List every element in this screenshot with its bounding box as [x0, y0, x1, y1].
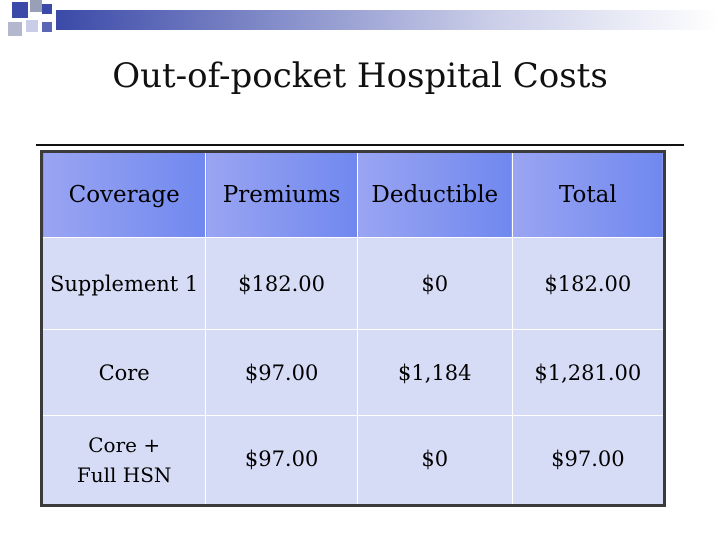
- cell-total: $182.00: [512, 238, 664, 330]
- cell-deductible: $0: [357, 238, 512, 330]
- deco-square-light: [26, 20, 38, 32]
- cell-deductible: $0: [357, 416, 512, 506]
- table-header-row: [42, 152, 665, 238]
- coverage-line: Full HSN: [76, 463, 172, 487]
- deco-square-blue-bottom: [42, 22, 52, 32]
- cell-coverage: [42, 330, 206, 416]
- header-deductible: Deductible: [357, 152, 512, 238]
- table-row: [42, 238, 665, 330]
- cell-total: $97.00: [512, 416, 664, 506]
- decorative-header: [0, 0, 720, 50]
- deco-square-blue-large: [12, 2, 28, 18]
- cell-premiums: $97.00: [206, 330, 358, 416]
- cell-deductible: $1,184: [357, 330, 512, 416]
- cell-coverage: [42, 238, 206, 330]
- header-premiums: Premiums: [206, 152, 358, 238]
- deco-square-gray: [30, 0, 42, 12]
- cell-premiums: $97.00: [206, 416, 358, 506]
- cell-premiums: $182.00: [206, 238, 358, 330]
- header-total: Total: [512, 152, 664, 238]
- header-coverage: Coverage: [42, 152, 206, 238]
- deco-square-blue-small: [42, 4, 52, 14]
- coverage-line: Core: [98, 360, 150, 385]
- coverage-line: Supplement 1: [50, 271, 199, 296]
- slide-title: Out-of-pocket Hospital Costs: [112, 56, 608, 96]
- table-row: [42, 416, 665, 506]
- title-divider: [36, 144, 684, 146]
- deco-square-gray-bottom: [8, 22, 22, 36]
- table-row: [42, 330, 665, 416]
- cell-coverage: [42, 416, 206, 506]
- deco-gradient-bar: [56, 10, 720, 30]
- cell-total: $1,281.00: [512, 330, 664, 416]
- coverage-line: Core +: [88, 433, 161, 457]
- costs-table: [40, 150, 666, 507]
